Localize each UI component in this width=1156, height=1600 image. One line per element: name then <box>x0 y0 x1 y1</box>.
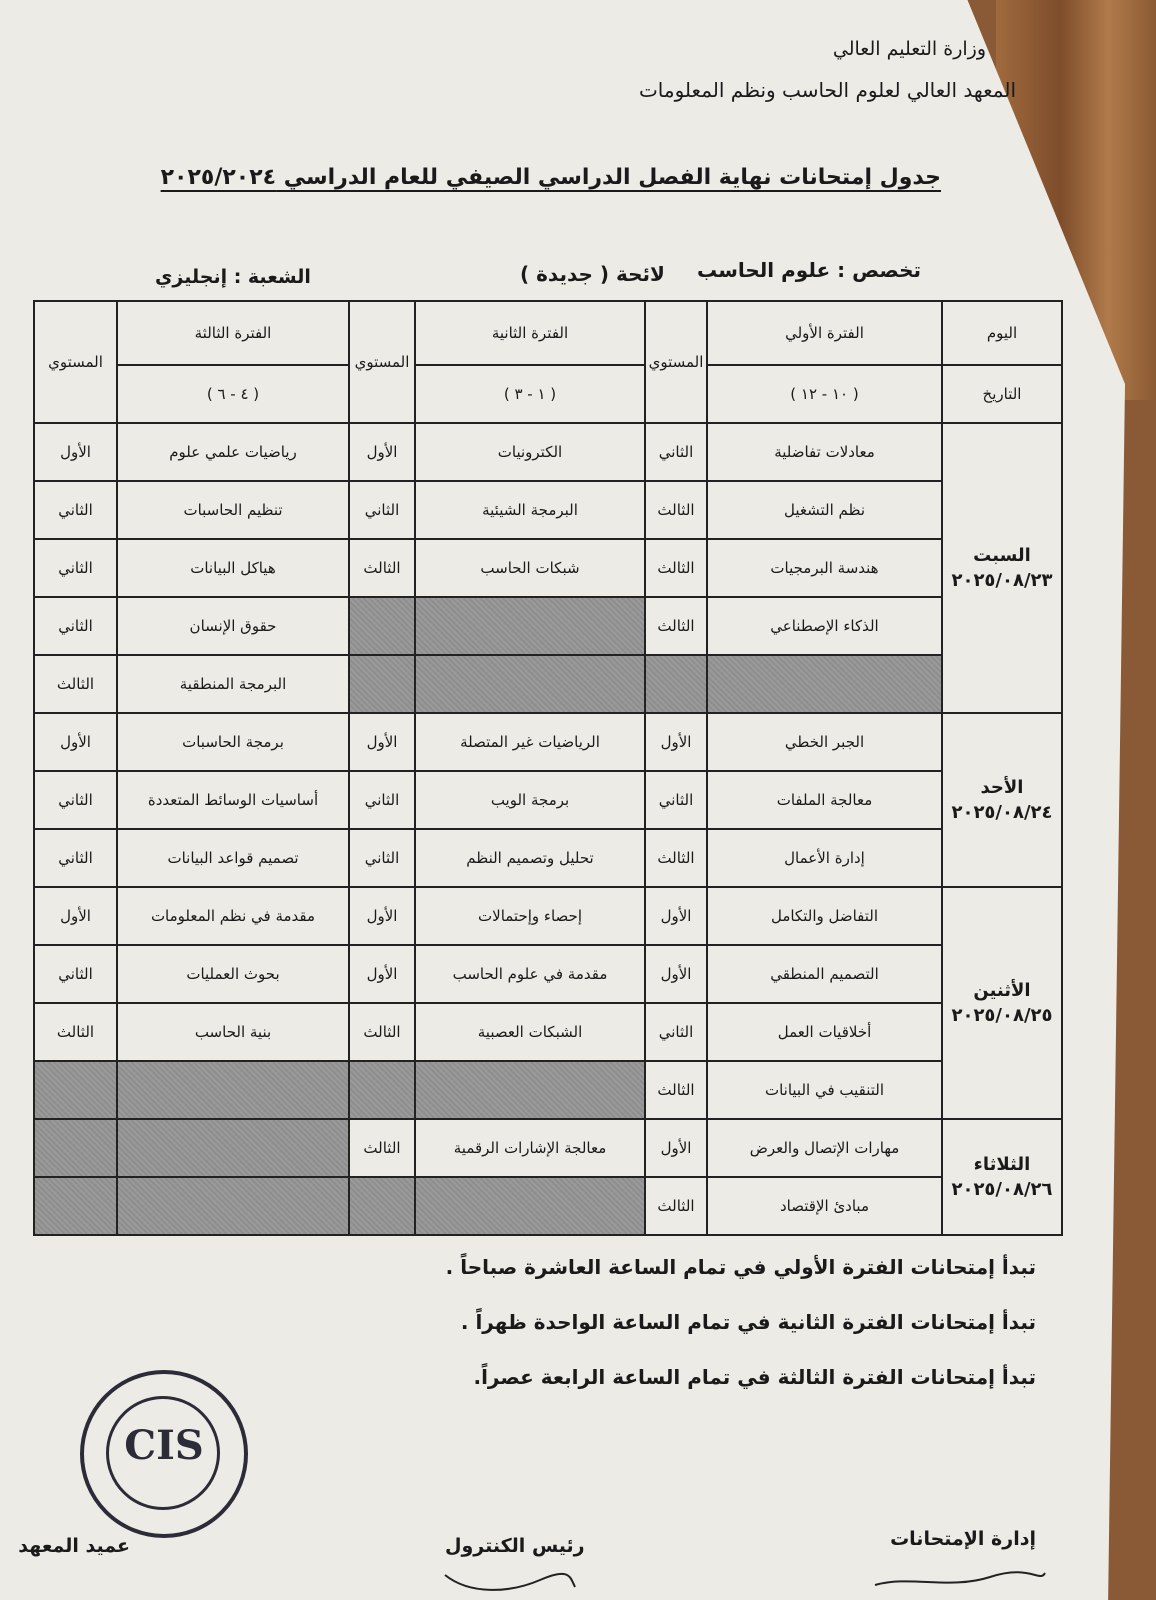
period1-subject: إدارة الأعمال <box>707 829 942 887</box>
note-period3: تبدأ إمتحانات الفترة الثالثة في تمام الساعة الرابعة عصراً. <box>473 1365 1036 1389</box>
period3-level: الأول <box>34 423 117 481</box>
institute-name: المعهد العالي لعلوم الحاسب ونظم المعلومات <box>638 78 1016 102</box>
day-name: الثلاثاء <box>973 1153 1031 1175</box>
period3-subject: بنية الحاسب <box>117 1003 349 1061</box>
period1-subject: التصميم المنطقي <box>707 945 942 1003</box>
day-date: ٢٠٢٥/٠٨/٢٣ <box>951 570 1053 591</box>
empty-cell <box>415 1177 645 1235</box>
day-cell <box>942 423 1062 713</box>
period1-level: الأول <box>645 1119 707 1177</box>
signature-scribble <box>440 1565 580 1595</box>
signature-scribble <box>870 1565 1050 1595</box>
period1-subject: مبادئ الإقتصاد <box>707 1177 942 1235</box>
empty-cell <box>34 1119 117 1177</box>
period1-level: الثالث <box>645 597 707 655</box>
period1-subject: الذكاء الإصطناعي <box>707 597 942 655</box>
period1-header: الفترة الأولي <box>707 301 942 365</box>
period1-subject: الجبر الخطي <box>707 713 942 771</box>
period3-time: ( ٤ - ٦ ) <box>117 365 349 423</box>
empty-cell <box>349 597 415 655</box>
branch: الشعبة : إنجليزي <box>155 266 311 288</box>
period1-level: الأول <box>645 945 707 1003</box>
period2-level: الثالث <box>349 1003 415 1061</box>
period1-level: الثالث <box>645 1177 707 1235</box>
period2-level: الأول <box>349 887 415 945</box>
day-date: ٢٠٢٥/٠٨/٢٤ <box>951 802 1053 823</box>
period3-level: الثاني <box>34 945 117 1003</box>
empty-cell <box>415 1061 645 1119</box>
specialization: تخصص : علوم الحاسب <box>697 258 921 282</box>
note-period1: تبدأ إمتحانات الفترة الأولي في تمام الساعة العاشرة صباحاً . <box>445 1255 1036 1279</box>
period3-subject: بحوث العمليات <box>117 945 349 1003</box>
period2-level: الثاني <box>349 771 415 829</box>
period3-level: الأول <box>34 713 117 771</box>
period1-level: الأول <box>645 887 707 945</box>
period3-subject: البرمجة المنطقية <box>117 655 349 713</box>
empty-cell <box>349 1061 415 1119</box>
empty-cell <box>349 655 415 713</box>
period1-subject: مهارات الإتصال والعرض <box>707 1119 942 1177</box>
period2-subject: الكترونيات <box>415 423 645 481</box>
period3-subject: هياكل البيانات <box>117 539 349 597</box>
period3-level: الأول <box>34 887 117 945</box>
period2-subject: البرمجة الشيئية <box>415 481 645 539</box>
empty-cell <box>415 597 645 655</box>
period2-time: ( ١ - ٣ ) <box>415 365 645 423</box>
period1-subject: معادلات تفاضلية <box>707 423 942 481</box>
period1-subject: أخلاقيات العمل <box>707 1003 942 1061</box>
note-period2: تبدأ إمتحانات الفترة الثانية في تمام الساعة الواحدة ظهراً . <box>460 1310 1036 1334</box>
period2-level: الأول <box>349 945 415 1003</box>
period3-subject: حقوق الإنسان <box>117 597 349 655</box>
day-name: الأحد <box>980 776 1024 798</box>
period1-level: الثالث <box>645 481 707 539</box>
period3-subject: مقدمة في نظم المعلومات <box>117 887 349 945</box>
exam-schedule-table <box>33 300 1063 1236</box>
signature-exams-admin: إدارة الإمتحانات <box>890 1528 1036 1550</box>
period2-level: الثالث <box>349 1119 415 1177</box>
empty-cell <box>117 1177 349 1235</box>
day-header: اليوم <box>942 301 1062 365</box>
period3-level: الثالث <box>34 1003 117 1061</box>
period3-subject: تنظيم الحاسبات <box>117 481 349 539</box>
document-title: جدول إمتحانات نهاية الفصل الدراسي الصيفي للعام الدراسي ٢٠٢٥/٢٠٢٤ <box>160 165 941 190</box>
empty-cell <box>645 655 707 713</box>
level-header: المستوي <box>349 301 415 423</box>
period3-level: الثاني <box>34 539 117 597</box>
empty-cell <box>117 1061 349 1119</box>
period2-subject: تحليل وتصميم النظم <box>415 829 645 887</box>
period1-subject: التنقيب في البيانات <box>707 1061 942 1119</box>
day-name: السبت <box>973 544 1031 566</box>
day-date: ٢٠٢٥/٠٨/٢٦ <box>951 1179 1053 1200</box>
level-header: المستوي <box>645 301 707 423</box>
period2-subject: إحصاء وإحتمالات <box>415 887 645 945</box>
period1-level: الثاني <box>645 423 707 481</box>
period2-level: الثاني <box>349 481 415 539</box>
period3-subject: رياضيات علمي علوم <box>117 423 349 481</box>
day-name: الأثنين <box>973 979 1031 1001</box>
day-cell <box>942 713 1062 887</box>
period1-subject: معالجة الملفات <box>707 771 942 829</box>
period3-subject: تصميم قواعد البيانات <box>117 829 349 887</box>
regulation: لائحة ( جديدة ) <box>520 262 665 286</box>
signature-control-head: رئيس الكنترول <box>445 1535 585 1557</box>
period2-level: الأول <box>349 423 415 481</box>
period3-subject: برمجة الحاسبات <box>117 713 349 771</box>
period1-subject: نظم التشغيل <box>707 481 942 539</box>
empty-cell <box>34 1177 117 1235</box>
period1-time: ( ١٠ - ١٢ ) <box>707 365 942 423</box>
period3-level: الثاني <box>34 829 117 887</box>
period1-level: الثالث <box>645 1061 707 1119</box>
period2-subject: شبكات الحاسب <box>415 539 645 597</box>
empty-cell <box>349 1177 415 1235</box>
period2-header: الفترة الثانية <box>415 301 645 365</box>
signature-dean: عميد المعهد <box>18 1535 130 1557</box>
period1-level: الثالث <box>645 539 707 597</box>
stamp-logo: CIS <box>124 1422 204 1469</box>
period1-level: الثاني <box>645 1003 707 1061</box>
level-header: المستوي <box>34 301 117 423</box>
period1-level: الأول <box>645 713 707 771</box>
period2-level: الأول <box>349 713 415 771</box>
period1-subject: التفاضل والتكامل <box>707 887 942 945</box>
period1-level: الثاني <box>645 771 707 829</box>
day-date: ٢٠٢٥/٠٨/٢٥ <box>951 1005 1053 1026</box>
period3-subject: أساسيات الوسائط المتعددة <box>117 771 349 829</box>
period2-level: الثاني <box>349 829 415 887</box>
period3-header: الفترة الثالثة <box>117 301 349 365</box>
period1-level: الثالث <box>645 829 707 887</box>
date-header: التاريخ <box>942 365 1062 423</box>
empty-cell <box>34 1061 117 1119</box>
day-cell <box>942 1119 1062 1235</box>
empty-cell <box>415 655 645 713</box>
period2-subject: الرياضيات غير المتصلة <box>415 713 645 771</box>
period1-subject: هندسة البرمجيات <box>707 539 942 597</box>
period3-level: الثالث <box>34 655 117 713</box>
empty-cell <box>117 1119 349 1177</box>
period2-level: الثالث <box>349 539 415 597</box>
period2-subject: برمجة الويب <box>415 771 645 829</box>
period3-level: الثاني <box>34 481 117 539</box>
empty-cell <box>707 655 942 713</box>
period3-level: الثاني <box>34 771 117 829</box>
period2-subject: معالجة الإشارات الرقمية <box>415 1119 645 1177</box>
day-cell <box>942 887 1062 1119</box>
period2-subject: الشبكات العصبية <box>415 1003 645 1061</box>
period3-level: الثاني <box>34 597 117 655</box>
period2-subject: مقدمة في علوم الحاسب <box>415 945 645 1003</box>
ministry-name: وزارة التعليم العالي <box>832 38 986 60</box>
official-stamp <box>80 1370 248 1538</box>
